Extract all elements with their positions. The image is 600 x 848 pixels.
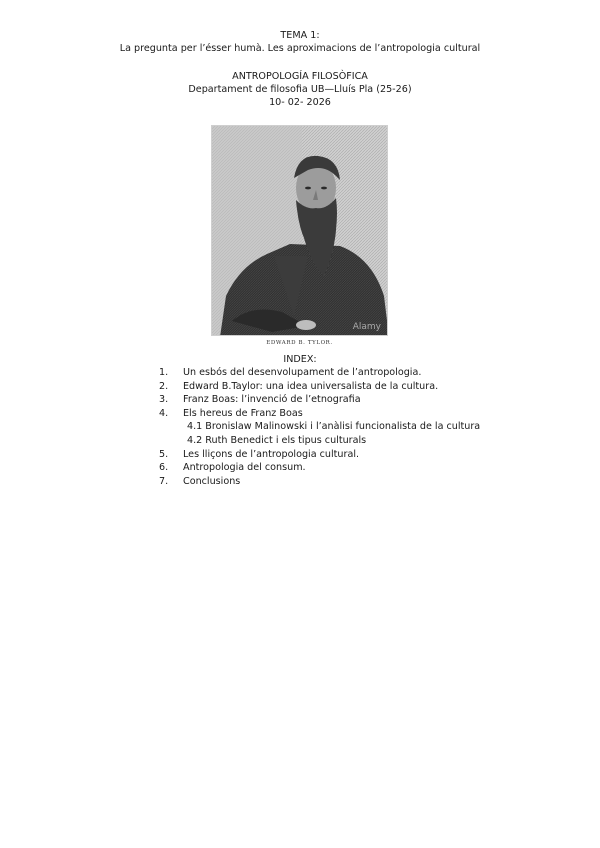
index-item [0, 380, 600, 394]
index-subitem-text: 4.2 Ruth Benedict i els tipus culturals [187, 434, 367, 446]
index-subitem-text: 4.1 Bronislaw Malinowski i l’anàlisi funcionalista de la cultura [187, 421, 481, 433]
index-item-number: 2. [159, 380, 169, 392]
document-subtitle: La pregunta per l’ésser humà. Les aproximacions de l’antropologia cultural [119, 43, 481, 54]
index-item-number: 7. [159, 475, 169, 487]
index-item-text: Les lliçons de l’antropologia cultural. [183, 448, 360, 460]
index-item-text: Antropologia del consum. [183, 462, 306, 474]
index-item-number: 6. [159, 462, 169, 474]
index-item-number: 4. [159, 407, 169, 419]
portrait-caption: EDWARD B. TYLOR. [266, 340, 333, 346]
index-subitem [0, 434, 600, 448]
index-item-text: Conclusions [183, 475, 241, 487]
portrait-image [211, 125, 388, 336]
department-line: Departament de filosofia UB—Lluís Pla (25-26) [188, 84, 412, 95]
index-item [0, 461, 600, 475]
watermark: Alamy [352, 322, 381, 332]
document-date: 10- 02- 2026 [269, 97, 331, 108]
index-item-number: 5. [159, 448, 169, 460]
index-subitem [0, 420, 600, 434]
index-item-text: Un esbós del desenvolupament de l’antropologia. [183, 367, 422, 378]
index-title: INDEX: [283, 354, 317, 365]
portrait-figure [211, 125, 388, 350]
course-name: ANTROPOLOGÍA FILOSÒFICA [232, 71, 368, 82]
index-item-text: Els hereus de Franz Boas [183, 407, 303, 419]
index-item [0, 366, 600, 380]
index-item [0, 407, 600, 421]
index-item [0, 448, 600, 462]
index-item [0, 393, 600, 407]
index-item-number: 1. [159, 367, 169, 378]
index-item-number: 3. [159, 394, 169, 406]
index-item [0, 475, 600, 489]
table-of-contents [0, 366, 600, 488]
topic-heading: TEMA 1: [280, 30, 320, 41]
index-item-text: Edward B.Taylor: una idea universalista de la cultura. [183, 380, 439, 392]
index-item-text: Franz Boas: l’invenció de l’etnografia [183, 394, 361, 406]
